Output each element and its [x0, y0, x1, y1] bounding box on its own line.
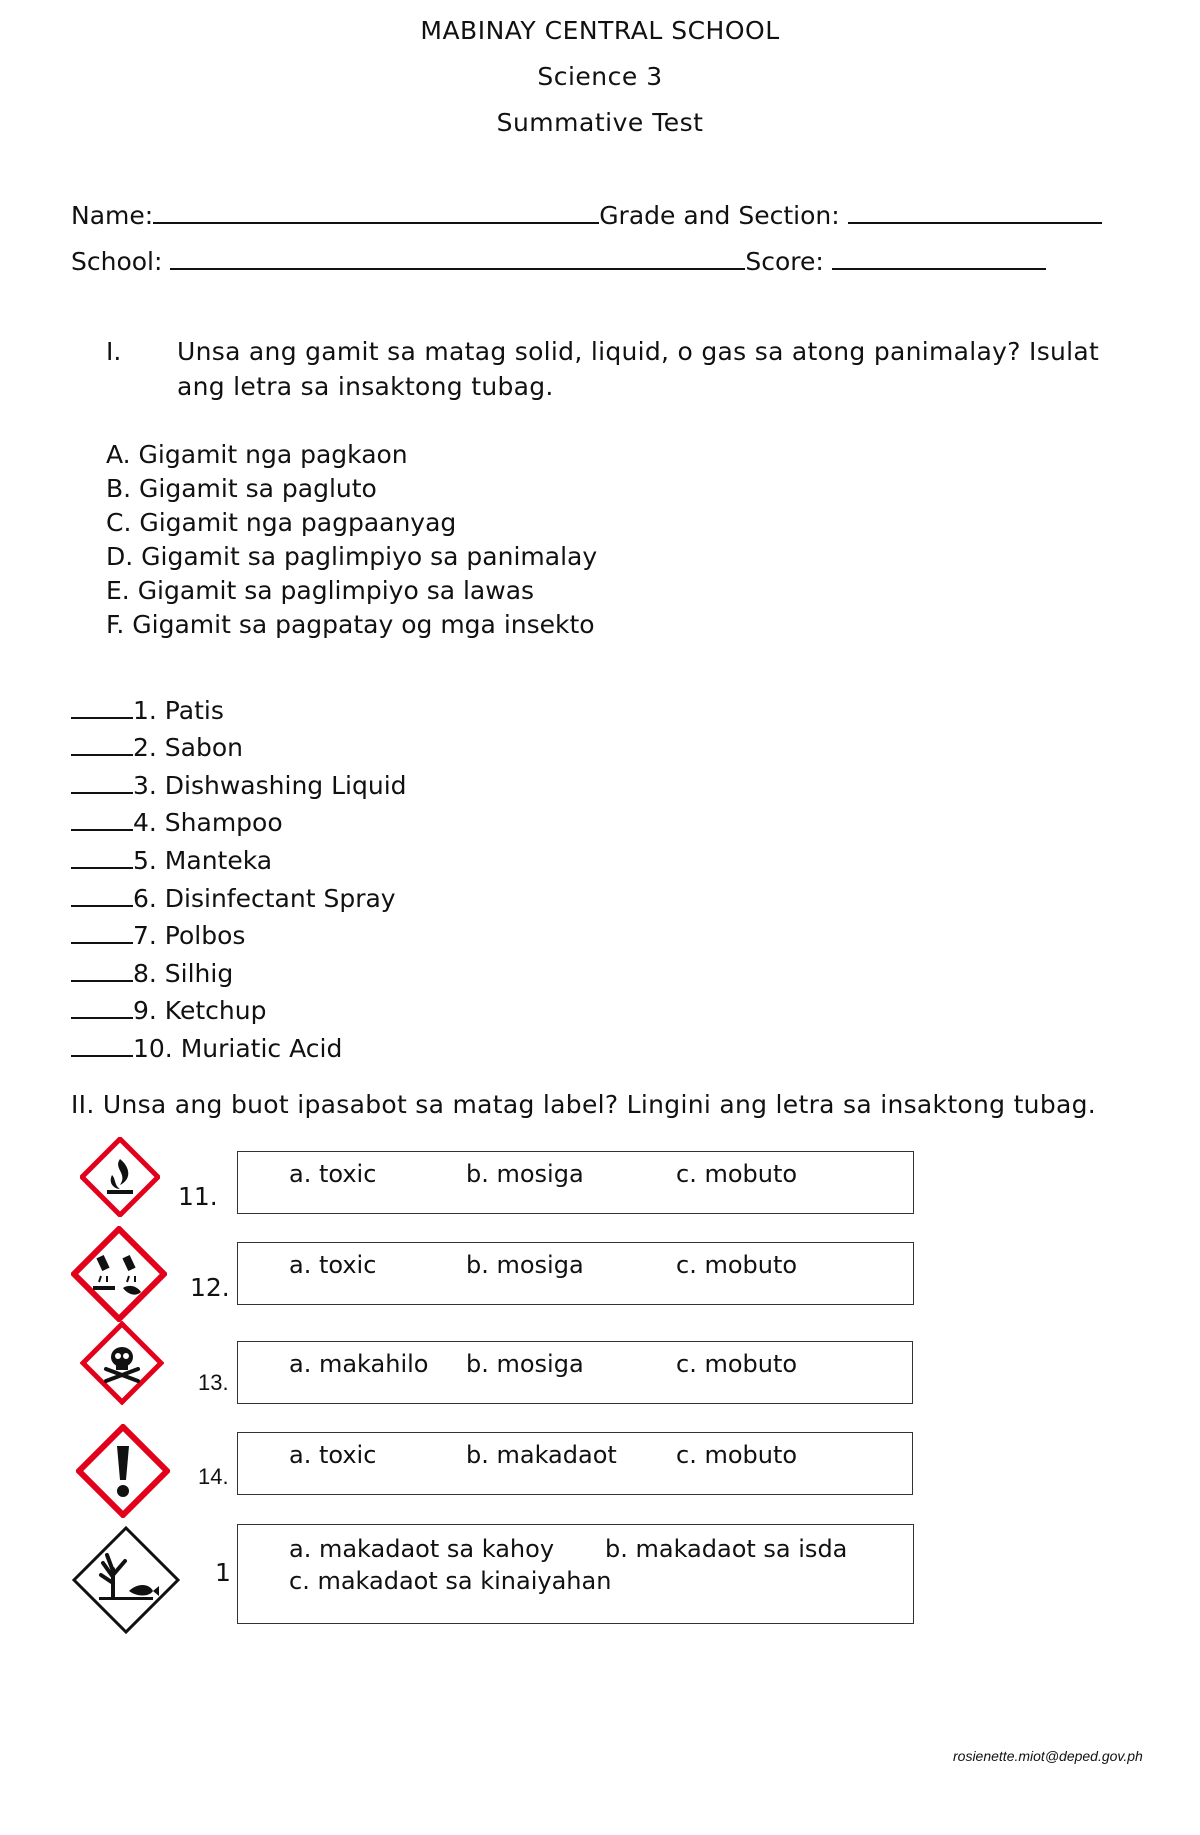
answer-blank[interactable] [71, 995, 133, 1019]
name-blank[interactable] [153, 200, 599, 224]
question-12-option-a[interactable]: a. toxic [289, 1251, 377, 1279]
question-14-option-a[interactable]: a. toxic [289, 1441, 377, 1469]
test-title: Summative Test [496, 108, 704, 137]
question-12-option-c[interactable]: c. mobuto [676, 1251, 798, 1279]
answer-blank[interactable] [71, 695, 133, 719]
school-name: MABINAY CENTRAL SCHOOL [420, 16, 780, 45]
answer-blank[interactable] [71, 770, 133, 794]
answer-blank[interactable] [71, 807, 133, 831]
skull-crossbones-icon [80, 1321, 164, 1405]
footer-email: rosienette.miot@deped.gov.ph [953, 1748, 1143, 1764]
list-item [71, 807, 283, 837]
item-label: 4. Shampoo [133, 808, 283, 837]
question-11-option-c[interactable]: c. mobuto [676, 1160, 798, 1188]
question-15-box [237, 1524, 914, 1624]
answer-blank[interactable] [71, 1033, 133, 1057]
question-14-option-c[interactable]: c. mobuto [676, 1441, 798, 1469]
item-label: 5. Manteka [133, 846, 273, 875]
question-14-option-b[interactable]: b. makadaot [466, 1441, 617, 1469]
list-item [71, 695, 224, 725]
choice-e: E. Gigamit sa paglimpiyo sa lawas [106, 576, 535, 605]
question-14-box [237, 1432, 913, 1495]
part1-numeral: I. [106, 337, 122, 366]
list-item [71, 920, 245, 950]
list-item [71, 732, 243, 762]
question-13-number: 13. [198, 1370, 229, 1395]
question-11-option-b[interactable]: b. mosiga [466, 1160, 584, 1188]
choice-c: C. Gigamit nga pagpaanyag [106, 508, 457, 537]
part2-instruction: II. Unsa ang buot ipasabot sa matag label? Lingini ang letra sa insaktong tubag. [71, 1090, 1097, 1119]
question-13-option-a[interactable]: a. makahilo [289, 1350, 429, 1378]
item-label: 8. Silhig [133, 959, 234, 988]
subject-title: Science 3 [537, 62, 663, 91]
answer-blank[interactable] [71, 732, 133, 756]
list-item [71, 883, 396, 913]
list-item [71, 1033, 342, 1063]
list-item [71, 958, 233, 988]
school-field-row [71, 246, 1046, 276]
grade-label: Grade and Section: [599, 201, 840, 230]
question-12-option-b[interactable]: b. mosiga [466, 1251, 584, 1279]
question-15-option-a[interactable]: a. makadaot sa kahoy [289, 1535, 555, 1563]
question-15-option-c[interactable]: c. makadaot sa kinaiyahan [289, 1567, 612, 1595]
question-12-number: 12. [190, 1273, 230, 1302]
list-item [71, 995, 266, 1025]
list-item [71, 845, 272, 875]
item-label: 7. Polbos [133, 921, 246, 950]
score-blank[interactable] [832, 246, 1046, 270]
exclamation-icon [76, 1424, 170, 1518]
question-15-number: 1 [215, 1558, 231, 1587]
environment-hazard-icon [71, 1525, 181, 1635]
question-12-box [237, 1242, 914, 1305]
choice-d: D. Gigamit sa paglimpiyo sa panimalay [106, 542, 598, 571]
item-label: 10. Muriatic Acid [133, 1034, 343, 1063]
item-label: 9. Ketchup [133, 996, 267, 1025]
question-13-box [237, 1341, 913, 1404]
part1-instruction-line1: Unsa ang gamit sa matag solid, liquid, o gas sa atong panimalay? Isulat [177, 337, 1100, 366]
question-11-box [237, 1151, 914, 1214]
flammable-icon [80, 1137, 160, 1217]
question-14-number: 14. [198, 1464, 229, 1489]
name-field-row [71, 200, 1102, 230]
answer-blank[interactable] [71, 883, 133, 907]
question-11-option-a[interactable]: a. toxic [289, 1160, 377, 1188]
choice-b: B. Gigamit sa pagluto [106, 474, 377, 503]
school-blank[interactable] [170, 246, 745, 270]
corrosive-icon [71, 1226, 167, 1322]
choice-f: F. Gigamit sa pagpatay og mga insekto [106, 610, 595, 639]
answer-blank[interactable] [71, 920, 133, 944]
grade-blank[interactable] [848, 200, 1102, 224]
item-label: 3. Dishwashing Liquid [133, 771, 407, 800]
score-label: Score: [745, 247, 824, 276]
answer-blank[interactable] [71, 845, 133, 869]
answer-blank[interactable] [71, 958, 133, 982]
list-item [71, 770, 407, 800]
item-label: 6. Disinfectant Spray [133, 884, 396, 913]
question-13-option-b[interactable]: b. mosiga [466, 1350, 584, 1378]
item-label: 1. Patis [133, 696, 224, 725]
part1-instruction-line2: ang letra sa insaktong tubag. [177, 372, 554, 401]
item-label: 2. Sabon [133, 733, 243, 762]
choice-a: A. Gigamit nga pagkaon [106, 440, 408, 469]
question-11-number: 11. [178, 1182, 218, 1211]
name-label: Name: [71, 201, 154, 230]
school-label: School: [71, 247, 163, 276]
question-13-option-c[interactable]: c. mobuto [676, 1350, 798, 1378]
question-15-option-b[interactable]: b. makadaot sa isda [605, 1535, 848, 1563]
